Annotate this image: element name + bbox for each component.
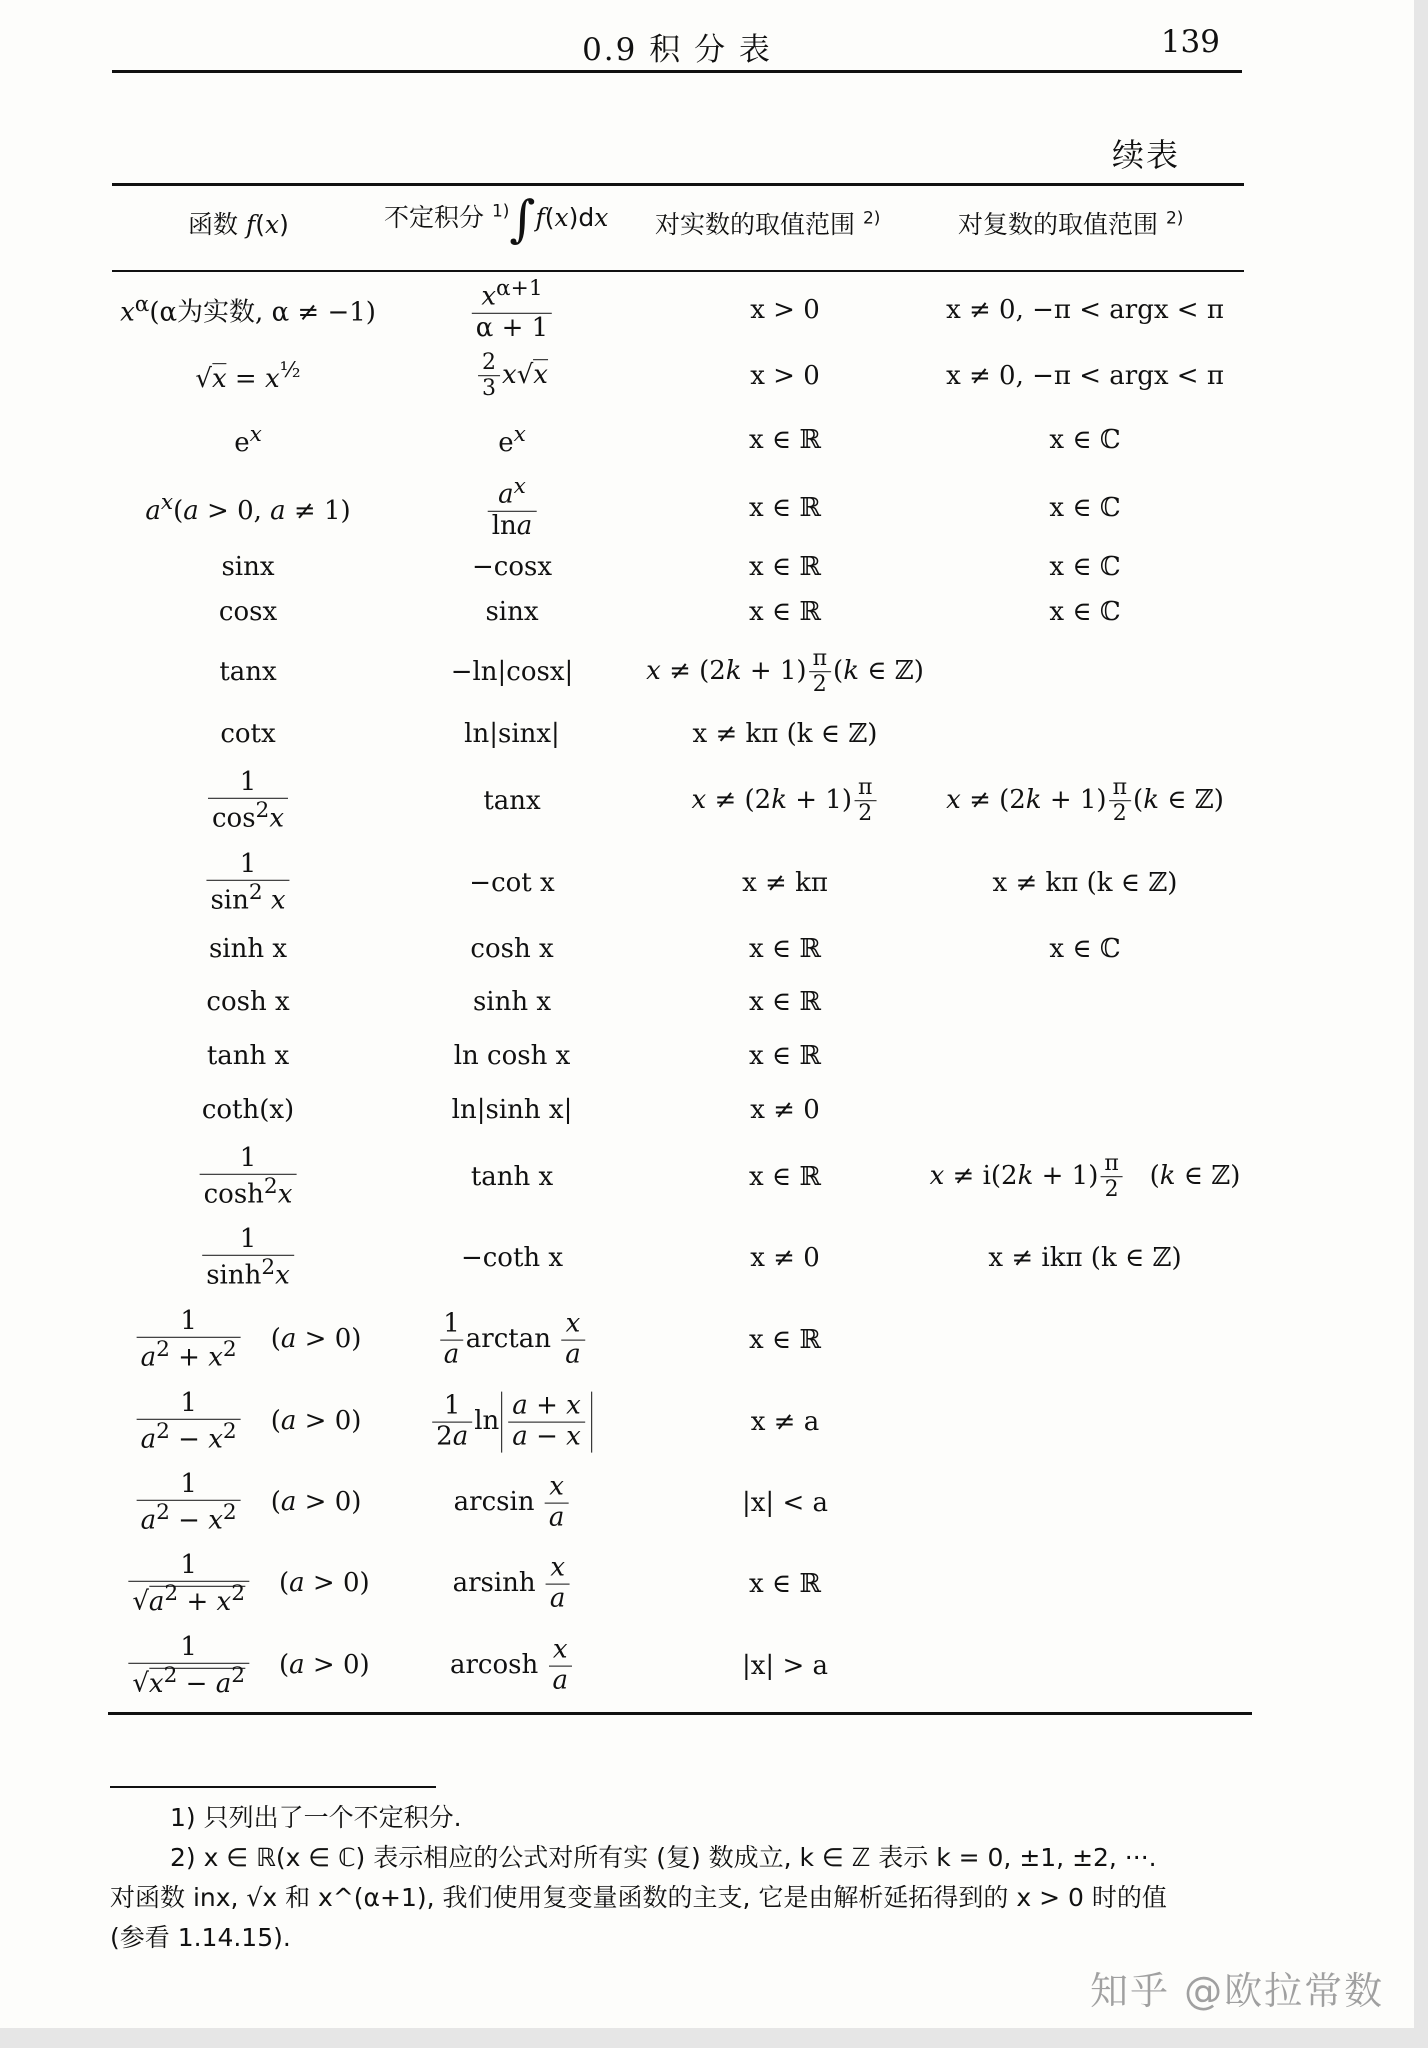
cell-integral: ln|sinh x| xyxy=(451,1095,573,1125)
page-margin-bottom xyxy=(0,2028,1428,2048)
table-row xyxy=(0,975,1414,1029)
table-row xyxy=(0,1299,1414,1381)
cell-complex-range: x ∈ ℂ xyxy=(1049,493,1121,523)
cell-function: sinh x xyxy=(208,934,288,964)
cell-function: coth(x) xyxy=(201,1095,295,1125)
cell-real-range: x ≠ 0 xyxy=(750,1243,820,1273)
cell-complex-range: x ≠ (2k + 1) $\frac{\pi}{2}$ (k ∈ ℤ) xyxy=(946,775,1224,827)
cell-function: $\frac{1}{a^2 - x^2}$ (a > 0) xyxy=(135,1470,362,1536)
continued-label: 续表 xyxy=(1112,136,1181,174)
cell-real-range: x ≠ a xyxy=(750,1407,820,1437)
cell-complex-range: x ≠ 0, −π < argx < π xyxy=(946,295,1224,325)
cell-integral: sinh x xyxy=(472,987,552,1017)
cell-complex-range: x ≠ i(2k + 1) $\frac{\pi}{2}$ (k ∈ ℤ) xyxy=(929,1151,1241,1203)
cell-function: tanx xyxy=(219,657,277,687)
cell-integral: $\frac{a^x}{\ln a}$ xyxy=(486,475,539,541)
cell-integral: −ln|cosx| xyxy=(450,657,574,687)
cell-real-range: x ≠ kπ xyxy=(742,868,828,898)
cell-function: $\frac{1}{\sin^2 x}$ xyxy=(204,850,291,916)
cell-real-range: x ≠ 0 xyxy=(750,1095,820,1125)
cell-integral: −cot x xyxy=(469,868,555,898)
cell-function: $\frac{1}{a^2 - x^2}$ (a > 0) xyxy=(135,1389,362,1455)
cell-real-range: x ∈ ℝ xyxy=(748,987,822,1017)
cell-integral: tanh x xyxy=(470,1162,554,1192)
footnote-rule xyxy=(110,1786,436,1788)
table-row xyxy=(0,1381,1414,1463)
table-row xyxy=(0,1217,1414,1299)
cell-integral: −coth x xyxy=(460,1243,564,1273)
cell-integral: arcsin $\frac{x}{a}$ xyxy=(454,1473,571,1534)
cell-real-range: x ≠ (2k + 1) $\frac{\pi}{2}$ (k ∈ ℤ) xyxy=(646,646,924,698)
cell-function: $\frac{1}{√x^2 - a^2}$ (a > 0) xyxy=(126,1633,369,1699)
table-row xyxy=(0,409,1414,471)
cell-real-range: x ∈ ℝ xyxy=(748,934,822,964)
table-row xyxy=(0,635,1414,709)
cell-function: $√x = x^{\frac{1}{2}}$ xyxy=(195,358,301,394)
cell-function: $\frac{1}{\cos^2x}$ xyxy=(206,768,290,834)
header-complex-range: 对复数的取值范围 $^{2)}$ xyxy=(958,208,1184,239)
cell-real-range: x ∈ ℝ xyxy=(748,1041,822,1071)
cell-function: cosh x xyxy=(206,987,290,1017)
cell-real-range: x ∈ ℝ xyxy=(748,1162,822,1192)
cell-real-range: x ≠ kπ (k ∈ ℤ) xyxy=(692,719,878,749)
table-row xyxy=(0,545,1414,589)
footnote-2-line-2: 对函数 inx, √x 和 x^(α+1), 我们使用复变量函数的主支, 它是由解析延拓得到的 x > 0 时的值 xyxy=(110,1883,1167,1912)
table-row xyxy=(0,589,1414,635)
cell-integral: $\frac{1}{2a}$ ln $\frac{a + x}{a - x}$ xyxy=(430,1392,594,1453)
cell-complex-range: x ∈ ℂ xyxy=(1049,552,1121,582)
cell-real-range: x ∈ ℝ xyxy=(748,1569,822,1599)
table-row xyxy=(0,759,1414,843)
table-row xyxy=(0,1029,1414,1083)
cell-function: $x^\alpha(\alpha$为实数, α ≠ −1) xyxy=(120,291,376,328)
table-row xyxy=(0,1625,1414,1707)
table-row xyxy=(0,1137,1414,1217)
page-number: 139 xyxy=(1160,24,1220,60)
table-top-rule xyxy=(112,183,1244,186)
cell-integral: −cosx xyxy=(471,552,553,582)
cell-real-range: x ∈ ℝ xyxy=(748,552,822,582)
cell-real-range: x ∈ ℝ xyxy=(748,425,822,455)
cell-integral: $\frac{1}{a}$ arctan $\frac{x}{a}$ xyxy=(437,1310,587,1371)
cell-function: $a^x(a > 0$, a ≠ 1) xyxy=(145,490,351,526)
cell-function: $\frac{1}{√a^2 + x^2}$ (a > 0) xyxy=(126,1551,369,1617)
table-row xyxy=(0,277,1414,343)
table-row xyxy=(0,923,1414,975)
cell-integral: sinx xyxy=(485,597,539,627)
table-row xyxy=(0,343,1414,409)
cell-real-range: |x| > a xyxy=(742,1651,828,1681)
cell-complex-range: x ≠ 0, −π < argx < π xyxy=(946,361,1224,391)
cell-real-range: x ≠ (2k + 1) $\frac{\pi}{2}$ xyxy=(692,775,879,827)
cell-integral: arcosh $\frac{x}{a}$ xyxy=(450,1636,574,1697)
cell-real-range: |x| < a xyxy=(742,1488,828,1518)
cell-function: sinx xyxy=(221,552,275,582)
page-margin-right xyxy=(1414,0,1428,2048)
cell-complex-range: x ≠ ikπ (k ∈ ℤ) xyxy=(988,1243,1182,1273)
cell-integral: $\frac{x^{\alpha+1}}{\alpha + 1}$ xyxy=(470,277,554,343)
cell-function: $\frac{1}{a^2 + x^2}$ (a > 0) xyxy=(135,1307,362,1373)
footnote-1: 1) 只列出了一个不定积分. xyxy=(170,1803,462,1832)
cell-real-range: x > 0 xyxy=(750,295,820,325)
cell-integral: arsinh $\frac{x}{a}$ xyxy=(453,1554,572,1615)
cell-function: $e^x$ xyxy=(234,422,262,458)
cell-integral: cosh x xyxy=(470,934,554,964)
watermark: 知乎 @欧拉常数 xyxy=(1090,1969,1385,2013)
cell-real-range: x ∈ ℝ xyxy=(748,1325,822,1355)
cell-complex-range: x ≠ kπ (k ∈ ℤ) xyxy=(992,868,1178,898)
table-row xyxy=(0,1543,1414,1625)
cell-complex-range: x ∈ ℂ xyxy=(1049,597,1121,627)
table-row xyxy=(0,1463,1414,1543)
footnote-2-line-1: 2) x ∈ ℝ(x ∈ ℂ) 表示相应的公式对所有实 (复) 数成立, k ∈ ℤ 表示 k = 0, ±1, ±2, ···. xyxy=(170,1843,1157,1872)
table-row xyxy=(0,471,1414,545)
header-real-range: 对实数的取值范围 $^{2)}$ xyxy=(655,208,881,239)
cell-integral: $\frac{2}{3}$ x√x xyxy=(476,350,548,402)
cell-function: cotx xyxy=(220,719,276,749)
cell-function: $\frac{1}{\sinh^2x}$ xyxy=(200,1225,296,1291)
running-header xyxy=(112,14,1242,73)
cell-integral: ln cosh x xyxy=(453,1041,571,1071)
header-function: 函数 f(x) xyxy=(188,210,289,239)
cell-integral: tanx xyxy=(483,786,541,816)
cell-integral: ln|sinx| xyxy=(464,719,560,749)
cell-function: $\frac{1}{\cosh^2x}$ xyxy=(198,1144,299,1210)
footnote-2-line-3: (参看 1.14.15). xyxy=(110,1923,291,1952)
cell-integral: $e^x$ xyxy=(498,422,526,458)
section-title: 0.9 积 分 表 xyxy=(582,32,772,68)
header-integral: 不定积分 $^{1)}$∫f(x)dx xyxy=(384,190,609,248)
cell-function: cosx xyxy=(218,597,278,627)
table-row xyxy=(0,709,1414,759)
cell-real-range: x > 0 xyxy=(750,361,820,391)
table-bottom-rule xyxy=(108,1712,1252,1715)
table-row xyxy=(0,1083,1414,1137)
cell-complex-range: x ∈ ℂ xyxy=(1049,425,1121,455)
cell-real-range: x ∈ ℝ xyxy=(748,493,822,523)
cell-complex-range: x ∈ ℂ xyxy=(1049,934,1121,964)
cell-real-range: x ∈ ℝ xyxy=(748,597,822,627)
table-header-rule xyxy=(112,270,1244,272)
table-row xyxy=(0,843,1414,923)
cell-function: tanh x xyxy=(206,1041,290,1071)
